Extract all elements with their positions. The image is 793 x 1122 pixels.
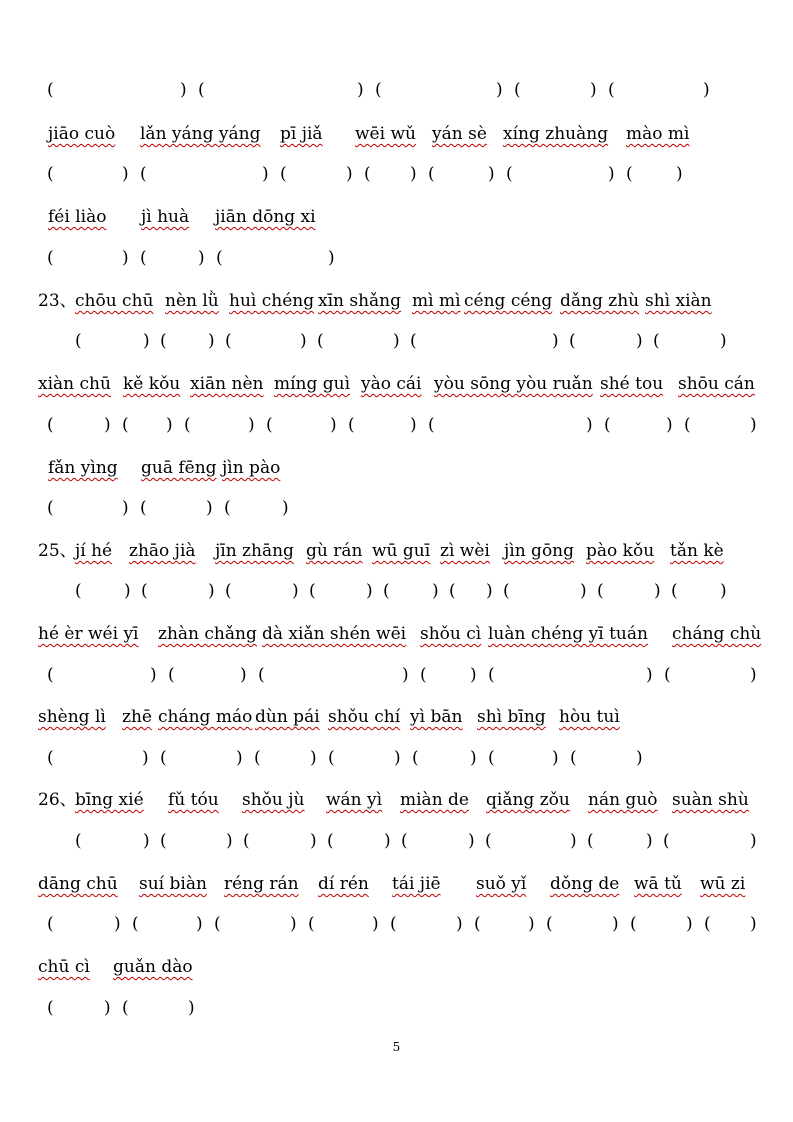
answer-blank-open[interactable]: ( — [168, 665, 175, 685]
answer-blank-open[interactable]: ( — [122, 998, 129, 1018]
pinyin-word: fǎn yìng — [48, 458, 118, 478]
answer-blank-open[interactable]: ( — [410, 331, 417, 351]
answer-bracket-row — [0, 912, 793, 936]
answer-blank-open[interactable]: ( — [587, 831, 594, 851]
answer-blank-close[interactable]: ) — [720, 331, 727, 351]
exercise-number: 23、 — [38, 291, 77, 311]
answer-blank-open[interactable]: ( — [364, 164, 371, 184]
answer-blank-close[interactable]: ) — [248, 415, 255, 435]
pinyin-word: tǎn kè — [670, 541, 724, 561]
answer-blank-open[interactable]: ( — [327, 831, 334, 851]
answer-blank-open[interactable]: ( — [488, 665, 495, 685]
answer-blank-open[interactable]: ( — [383, 581, 390, 601]
answer-blank-open[interactable]: ( — [474, 914, 481, 934]
answer-blank-close[interactable]: ) — [104, 998, 111, 1018]
pinyin-word: zhàn chǎng — [158, 624, 257, 644]
answer-bracket-row — [0, 829, 793, 853]
answer-blank-close[interactable]: ) — [646, 831, 653, 851]
answer-blank-open[interactable]: ( — [75, 331, 82, 351]
answer-blank-open[interactable]: ( — [224, 498, 231, 518]
pinyin-word: mì mì — [412, 291, 461, 311]
answer-blank-close[interactable]: ) — [226, 831, 233, 851]
answer-blank-close[interactable]: ) — [366, 581, 373, 601]
answer-blank-open[interactable]: ( — [630, 914, 637, 934]
answer-blank-close[interactable]: ) — [114, 914, 121, 934]
pinyin-word: wū zi — [700, 874, 746, 894]
pinyin-row — [0, 788, 793, 812]
answer-blank-close[interactable]: ) — [166, 415, 173, 435]
pinyin-word: jīn zhāng — [215, 541, 294, 561]
pinyin-word: hé èr wéi yī — [38, 624, 139, 644]
answer-blank-close[interactable]: ) — [236, 748, 243, 768]
answer-blank-open[interactable]: ( — [608, 80, 615, 100]
answer-blank-open[interactable]: ( — [328, 748, 335, 768]
answer-blank-close[interactable]: ) — [384, 831, 391, 851]
answer-blank-close[interactable]: ) — [143, 831, 150, 851]
answer-blank-open[interactable]: ( — [132, 914, 139, 934]
pinyin-word: wū guī — [372, 541, 431, 561]
answer-blank-close[interactable]: ) — [206, 498, 213, 518]
answer-blank-close[interactable]: ) — [240, 665, 247, 685]
answer-blank-close[interactable]: ) — [122, 164, 129, 184]
pinyin-word: nèn lǜ — [165, 291, 219, 311]
pinyin-word: jiān dōng xi — [215, 207, 316, 227]
answer-blank-close[interactable]: ) — [300, 331, 307, 351]
answer-blank-close[interactable]: ) — [290, 914, 297, 934]
answer-blank-open[interactable]: ( — [254, 748, 261, 768]
answer-blank-open[interactable]: ( — [280, 164, 287, 184]
answer-blank-close[interactable]: ) — [750, 415, 757, 435]
answer-blank-close[interactable]: ) — [486, 581, 493, 601]
answer-blank-close[interactable]: ) — [208, 581, 215, 601]
answer-blank-close[interactable]: ) — [122, 248, 129, 268]
answer-blank-open[interactable]: ( — [704, 914, 711, 934]
pinyin-word: shì bīng — [477, 707, 546, 727]
answer-blank-close[interactable]: ) — [262, 164, 269, 184]
pinyin-row — [0, 122, 793, 146]
pinyin-word: dà xiǎn shén wēi — [262, 624, 407, 644]
pinyin-word: shōu cán — [678, 374, 755, 394]
answer-blank-open[interactable]: ( — [569, 331, 576, 351]
answer-blank-open[interactable]: ( — [663, 831, 670, 851]
answer-blank-close[interactable]: ) — [590, 80, 597, 100]
pinyin-word: guǎn dào — [113, 957, 193, 977]
answer-blank-close[interactable]: ) — [402, 665, 409, 685]
pinyin-word: dāng chū — [38, 874, 118, 894]
answer-blank-close[interactable]: ) — [570, 831, 577, 851]
answer-blank-close[interactable]: ) — [456, 914, 463, 934]
answer-blank-open[interactable]: ( — [420, 665, 427, 685]
answer-blank-open[interactable]: ( — [47, 748, 54, 768]
answer-blank-open[interactable]: ( — [309, 581, 316, 601]
answer-blank-open[interactable]: ( — [488, 748, 495, 768]
answer-blank-open[interactable]: ( — [449, 581, 456, 601]
answer-blank-close[interactable]: ) — [580, 581, 587, 601]
pinyin-word: tái jiē — [392, 874, 441, 894]
exercise-number: 26、 — [38, 790, 77, 810]
pinyin-row — [0, 205, 793, 229]
pinyin-word: céng céng — [464, 291, 553, 311]
answer-blank-open[interactable]: ( — [214, 914, 221, 934]
answer-blank-open[interactable]: ( — [184, 415, 191, 435]
exercise-number: 25、 — [38, 541, 77, 561]
answer-blank-close[interactable]: ) — [143, 331, 150, 351]
pinyin-word: jìn pào — [222, 458, 281, 478]
answer-blank-close[interactable]: ) — [528, 914, 535, 934]
pinyin-word: xiān nèn — [190, 374, 264, 394]
pinyin-word: yán sè — [432, 124, 487, 144]
answer-blank-open[interactable]: ( — [47, 80, 54, 100]
pinyin-word: míng guì — [274, 374, 351, 394]
answer-bracket-row — [0, 162, 793, 186]
answer-blank-open[interactable]: ( — [597, 581, 604, 601]
answer-blank-open[interactable]: ( — [47, 164, 54, 184]
pinyin-word: jì huà — [141, 207, 190, 227]
answer-blank-close[interactable]: ) — [328, 248, 335, 268]
answer-blank-open[interactable]: ( — [198, 80, 205, 100]
answer-blank-close[interactable]: ) — [703, 80, 710, 100]
answer-blank-open[interactable]: ( — [160, 831, 167, 851]
answer-blank-close[interactable]: ) — [393, 331, 400, 351]
pinyin-word: shé tou — [600, 374, 664, 394]
answer-blank-open[interactable]: ( — [243, 831, 250, 851]
pinyin-word: wā tǔ — [634, 874, 682, 894]
answer-blank-close[interactable]: ) — [552, 331, 559, 351]
pinyin-word: yòu sōng yòu ruǎn — [434, 374, 593, 394]
answer-blank-open[interactable]: ( — [428, 164, 435, 184]
answer-blank-close[interactable]: ) — [750, 914, 757, 934]
answer-blank-close[interactable]: ) — [292, 581, 299, 601]
answer-blank-close[interactable]: ) — [432, 581, 439, 601]
answer-bracket-row — [0, 496, 793, 520]
answer-blank-close[interactable]: ) — [666, 415, 673, 435]
answer-blank-close[interactable]: ) — [470, 665, 477, 685]
answer-blank-close[interactable]: ) — [488, 164, 495, 184]
pinyin-word: wēi wǔ — [355, 124, 416, 144]
answer-blank-open[interactable]: ( — [375, 80, 382, 100]
answer-blank-close[interactable]: ) — [180, 80, 187, 100]
pinyin-word: zhāo jià — [129, 541, 196, 561]
answer-blank-open[interactable]: ( — [390, 914, 397, 934]
answer-blank-close[interactable]: ) — [142, 748, 149, 768]
pinyin-word: xiàn chū — [38, 374, 111, 394]
answer-blank-close[interactable]: ) — [150, 665, 157, 685]
answer-blank-open[interactable]: ( — [258, 665, 265, 685]
answer-blank-open[interactable]: ( — [141, 581, 148, 601]
answer-blank-open[interactable]: ( — [47, 415, 54, 435]
answer-blank-close[interactable]: ) — [330, 415, 337, 435]
pinyin-word: xíng zhuàng — [503, 124, 609, 144]
answer-blank-open[interactable]: ( — [664, 665, 671, 685]
answer-blank-open[interactable]: ( — [47, 665, 54, 685]
answer-blank-open[interactable]: ( — [570, 748, 577, 768]
pinyin-word: bīng xié — [75, 790, 144, 810]
answer-blank-close[interactable]: ) — [720, 581, 727, 601]
pinyin-word: chōu chū — [75, 291, 154, 311]
pinyin-word: miàn de — [400, 790, 469, 810]
pinyin-row — [0, 372, 793, 396]
pinyin-row — [0, 955, 793, 979]
answer-blank-open[interactable]: ( — [140, 498, 147, 518]
pinyin-word: dǒng de — [550, 874, 620, 894]
pinyin-word: kě kǒu — [123, 374, 181, 394]
answer-blank-open[interactable]: ( — [604, 415, 611, 435]
pinyin-word: zhē — [122, 707, 152, 727]
pinyin-word: cháng máo — [158, 707, 253, 727]
page-number: 5 — [392, 1040, 401, 1054]
answer-blank-open[interactable]: ( — [317, 331, 324, 351]
answer-blank-open[interactable]: ( — [503, 581, 510, 601]
pinyin-word: huì chéng — [229, 291, 315, 311]
answer-blank-close[interactable]: ) — [468, 831, 475, 851]
answer-blank-open[interactable]: ( — [216, 248, 223, 268]
answer-blank-close[interactable]: ) — [750, 665, 757, 685]
answer-blank-open[interactable]: ( — [47, 914, 54, 934]
answer-blank-open[interactable]: ( — [401, 831, 408, 851]
pinyin-word: chū cì — [38, 957, 90, 977]
answer-blank-open[interactable]: ( — [225, 581, 232, 601]
answer-blank-close[interactable]: ) — [612, 914, 619, 934]
answer-blank-open[interactable]: ( — [47, 248, 54, 268]
pinyin-word: shǒu cì — [420, 624, 482, 644]
answer-bracket-row — [0, 413, 793, 437]
answer-blank-open[interactable]: ( — [428, 415, 435, 435]
pinyin-word: suàn shù — [672, 790, 749, 810]
pinyin-word: dí rén — [318, 874, 369, 894]
pinyin-word: luàn chéng yī tuán — [488, 624, 648, 644]
pinyin-word: jí hé — [75, 541, 113, 561]
pinyin-word: dǎng zhù — [560, 291, 640, 311]
pinyin-word: dùn pái — [255, 707, 320, 727]
answer-blank-open[interactable]: ( — [308, 914, 315, 934]
answer-blank-open[interactable]: ( — [47, 998, 54, 1018]
answer-blank-open[interactable]: ( — [653, 331, 660, 351]
pinyin-word: jiāo cuò — [48, 124, 116, 144]
answer-blank-close[interactable]: ) — [372, 914, 379, 934]
answer-blank-close[interactable]: ) — [410, 415, 417, 435]
answer-blank-open[interactable]: ( — [140, 248, 147, 268]
answer-blank-open[interactable]: ( — [546, 914, 553, 934]
answer-blank-close[interactable]: ) — [196, 914, 203, 934]
pinyin-row — [0, 539, 793, 563]
pinyin-word: yào cái — [361, 374, 422, 394]
answer-blank-close[interactable]: ) — [646, 665, 653, 685]
answer-bracket-row — [0, 78, 793, 102]
answer-bracket-row — [0, 329, 793, 353]
pinyin-word: guā fēng — [141, 458, 217, 478]
answer-bracket-row — [0, 663, 793, 687]
pinyin-row — [0, 705, 793, 729]
answer-blank-open[interactable]: ( — [506, 164, 513, 184]
answer-blank-close[interactable]: ) — [282, 498, 289, 518]
pinyin-word: pào kǒu — [586, 541, 655, 561]
answer-blank-close[interactable]: ) — [410, 164, 417, 184]
pinyin-row — [0, 289, 793, 313]
answer-blank-open[interactable]: ( — [75, 581, 82, 601]
pinyin-word: zì wèi — [440, 541, 490, 561]
answer-blank-open[interactable]: ( — [485, 831, 492, 851]
answer-blank-open[interactable]: ( — [140, 164, 147, 184]
answer-blank-open[interactable]: ( — [122, 415, 129, 435]
answer-blank-close[interactable]: ) — [124, 581, 131, 601]
answer-bracket-row — [0, 996, 793, 1020]
answer-blank-open[interactable]: ( — [75, 831, 82, 851]
pinyin-word: qiǎng zǒu — [486, 790, 570, 810]
answer-blank-close[interactable]: ) — [122, 498, 129, 518]
answer-blank-open[interactable]: ( — [412, 748, 419, 768]
pinyin-word: hòu tuì — [559, 707, 620, 727]
pinyin-row — [0, 622, 793, 646]
answer-blank-close[interactable]: ) — [496, 80, 503, 100]
answer-blank-close[interactable]: ) — [357, 80, 364, 100]
answer-blank-close[interactable]: ) — [394, 748, 401, 768]
pinyin-word: shǒu chí — [328, 707, 401, 727]
answer-blank-close[interactable]: ) — [104, 415, 111, 435]
answer-blank-close[interactable]: ) — [198, 248, 205, 268]
pinyin-word: xīn shǎng — [318, 291, 402, 311]
answer-blank-open[interactable]: ( — [47, 498, 54, 518]
answer-blank-open[interactable]: ( — [160, 748, 167, 768]
pinyin-word: jìn gōng — [504, 541, 575, 561]
answer-blank-close[interactable]: ) — [346, 164, 353, 184]
answer-bracket-row — [0, 746, 793, 770]
pinyin-word: lǎn yáng yáng — [140, 124, 261, 144]
pinyin-word: fǔ tóu — [168, 790, 219, 810]
answer-blank-open[interactable]: ( — [225, 331, 232, 351]
answer-bracket-row — [0, 579, 793, 603]
answer-blank-close[interactable]: ) — [310, 748, 317, 768]
pinyin-word: féi liào — [48, 207, 107, 227]
answer-blank-open[interactable]: ( — [514, 80, 521, 100]
answer-blank-open[interactable]: ( — [671, 581, 678, 601]
pinyin-row — [0, 872, 793, 896]
answer-blank-close[interactable]: ) — [470, 748, 477, 768]
answer-blank-close[interactable]: ) — [188, 998, 195, 1018]
pinyin-row — [0, 456, 793, 480]
answer-blank-close[interactable]: ) — [636, 748, 643, 768]
pinyin-word: suǒ yǐ — [476, 874, 527, 894]
answer-blank-close[interactable]: ) — [310, 831, 317, 851]
pinyin-word: réng rán — [224, 874, 299, 894]
pinyin-word: gù rán — [306, 541, 363, 561]
pinyin-word: shì xiàn — [645, 291, 712, 311]
answer-bracket-row — [0, 246, 793, 270]
answer-blank-open[interactable]: ( — [160, 331, 167, 351]
pinyin-word: mào mì — [626, 124, 690, 144]
pinyin-word: nán guò — [588, 790, 658, 810]
answer-blank-close[interactable]: ) — [208, 331, 215, 351]
pinyin-word: shèng lì — [38, 707, 106, 727]
answer-blank-close[interactable]: ) — [636, 331, 643, 351]
answer-blank-close[interactable]: ) — [686, 914, 693, 934]
answer-blank-close[interactable]: ) — [552, 748, 559, 768]
answer-blank-close[interactable]: ) — [654, 581, 661, 601]
answer-blank-close[interactable]: ) — [586, 415, 593, 435]
answer-blank-open[interactable]: ( — [626, 164, 633, 184]
answer-blank-open[interactable]: ( — [684, 415, 691, 435]
answer-blank-open[interactable]: ( — [266, 415, 273, 435]
pinyin-word: pī jiǎ — [280, 124, 323, 144]
pinyin-word: cháng chù — [672, 624, 762, 644]
answer-blank-close[interactable]: ) — [676, 164, 683, 184]
pinyin-word: shǒu jù — [242, 790, 305, 810]
pinyin-word: yì bān — [410, 707, 463, 727]
pinyin-word: wán yì — [326, 790, 383, 810]
answer-blank-close[interactable]: ) — [608, 164, 615, 184]
answer-blank-close[interactable]: ) — [750, 831, 757, 851]
answer-blank-open[interactable]: ( — [348, 415, 355, 435]
pinyin-word: suí biàn — [139, 874, 207, 894]
